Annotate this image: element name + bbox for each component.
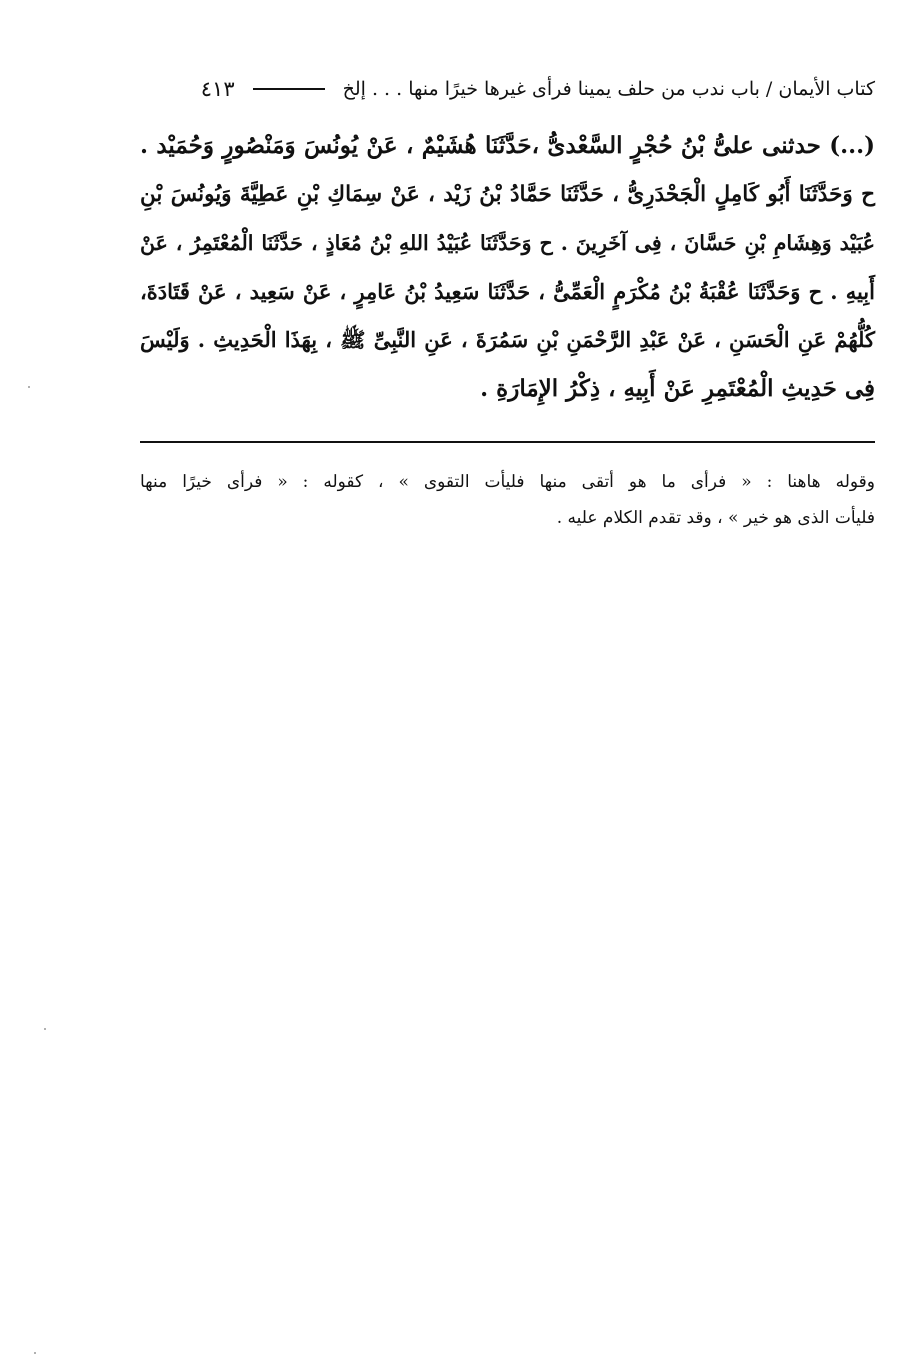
footnote <box>140 464 875 536</box>
text-line: كُلُّهُمْ عَنِ الْحَسَنِ ، عَنْ عَبْدِ الرَّحْمَنِ بْنِ سَمُرَةَ ، عَنِ النَّبِىِّ ﷺ ، بِهَذَا الْحَدِيثِ . وَلَيْسَ <box>140 327 875 352</box>
running-title: كتاب الأيمان / باب ندب من حلف يمينا فرأى غيرها خيرًا منها . . . إلخ <box>342 78 875 100</box>
text-line: فِى حَدِيثِ الْمُعْتَمِرِ عَنْ أَبِيهِ ، ذِكْرُ الإِمَارَةِ . <box>480 374 875 402</box>
header-rule <box>253 88 325 90</box>
text-line: عُبَيْد وَهِشَامِ بْنِ حَسَّانَ ، فِى آخَرِينَ . ح وَحَدَّثَنَا عُبَيْدُ اللهِ بْنُ مُعَاذٍ ، حَدَّثَنَا الْمُعْتَمِرُ ، عَنْ <box>140 231 875 255</box>
text-line: ح وَحَدَّثَنَا أَبُو كَامِلٍ الْجَحْدَرِىُّ ، حَدَّثَنَا حَمَّادُ بْنُ زَيْد ، عَنْ سِمَاكِ بْنِ عَطِيَّةَ وَيُونُسَ بْنِ <box>140 181 875 207</box>
footnote-line: فليأت الذى هو خير » ، وقد تقدم الكلام عليه . <box>556 508 875 528</box>
running-head <box>140 74 875 104</box>
scan-speck <box>28 386 30 388</box>
footnote-divider <box>140 441 875 443</box>
text-line: أَبِيهِ . ح وَحَدَّثَنَا عُقْبَةُ بْنُ مُكْرَمٍ الْعَمِّىُّ ، حَدَّثَنَا سَعِيدُ بْنُ عَامِرٍ ، عَنْ سَعِيد ، عَنْ قَتَادَةَ، <box>140 278 875 304</box>
hadith-text <box>140 122 875 413</box>
text-line: (...) حدثنى علىُّ بْنُ حُجْرٍ السَّعْدىُّ ،حَدَّثَنَا هُشَيْمٌ ، عَنْ يُونُسَ وَمَنْصُورٍ وَحُمَيْد . <box>140 132 875 159</box>
page-number: ٤١٣ <box>200 77 235 101</box>
scan-speck <box>44 1028 46 1030</box>
footnote-line: وقوله هاهنا : « فرأى ما هو أتقى منها فليأت التقوى » ، كقوله : « فرأى خيرًا منها <box>140 472 875 492</box>
scan-speck <box>34 1352 36 1354</box>
